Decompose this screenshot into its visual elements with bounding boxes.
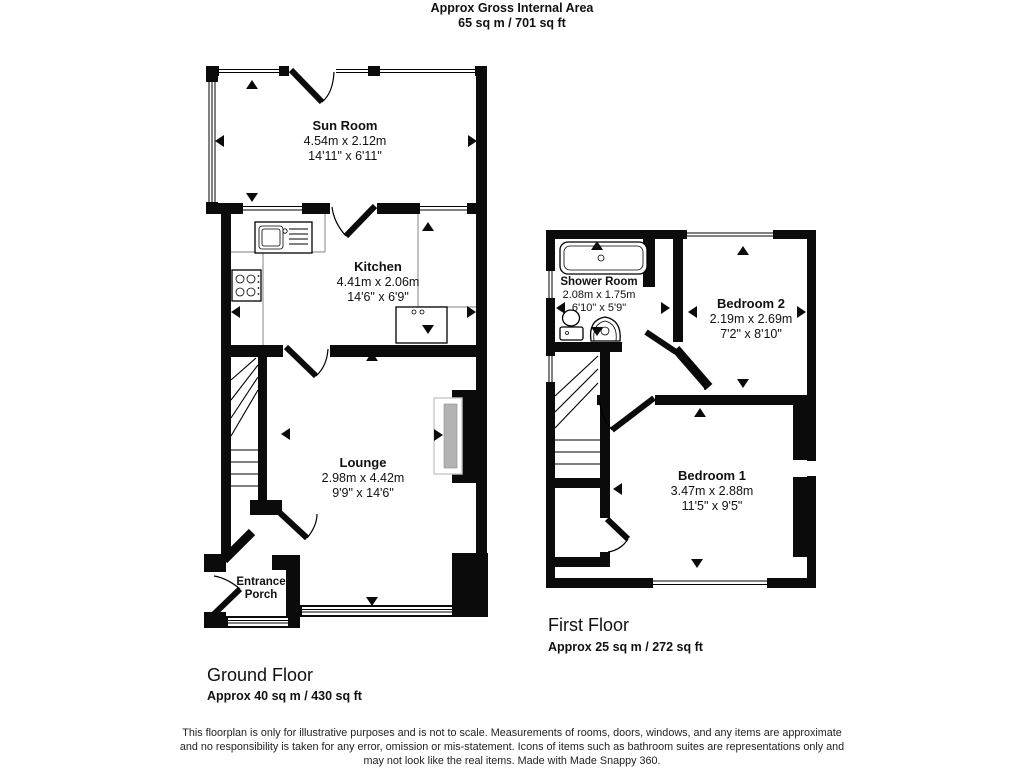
sink-icon xyxy=(255,222,312,253)
ground-floor-label: Ground Floor xyxy=(207,665,314,685)
arrow-left-icon xyxy=(281,428,290,440)
sun-room-imperial: 14'11" x 6'11" xyxy=(308,149,382,163)
arrow-down-icon xyxy=(246,193,258,202)
arrow-down-icon xyxy=(691,559,703,568)
shower-room-imperial: 6'10" x 5'9" xyxy=(571,302,627,314)
window-icon xyxy=(420,203,467,214)
sun-room-name: Sun Room xyxy=(312,118,378,133)
window-icon xyxy=(380,66,475,76)
arrow-up-icon xyxy=(246,80,258,89)
bathtub-icon xyxy=(560,242,647,274)
door-icon xyxy=(607,519,628,552)
window-icon xyxy=(243,203,302,214)
arrow-down-icon xyxy=(366,597,378,606)
chimney-recess xyxy=(797,461,816,476)
first-floor-label: First Floor xyxy=(548,615,629,635)
ground-floor-plan xyxy=(204,66,488,703)
kitchen-metric: 4.41m x 2.06m xyxy=(336,275,420,289)
bedroom-2-metric: 2.19m x 2.69m xyxy=(709,312,793,326)
window-icon xyxy=(228,618,288,626)
window-icon xyxy=(219,66,279,76)
disclaimer xyxy=(180,727,844,767)
arrow-up-icon xyxy=(694,408,706,417)
disclaimer-line2: and no responsibility is taken for any error, omission or mis-statement. Icons of items such as bathroom suites are representations only and xyxy=(179,741,845,753)
lounge-imperial: 9'9" x 14'6" xyxy=(332,486,394,500)
window-icon xyxy=(302,607,452,615)
bedroom-1-imperial: 11'5" x 9'5" xyxy=(681,499,743,513)
window-icon xyxy=(546,271,555,298)
bedroom-2-imperial: 7'2" x 8'10" xyxy=(720,327,782,341)
disclaimer-line3: may not look like the real items. Made with Made Snappy 360. xyxy=(363,755,661,767)
arrow-left-icon xyxy=(556,302,565,314)
hob-icon xyxy=(232,270,261,301)
first-floor-area: Approx 25 sq m / 272 sq ft xyxy=(548,640,703,654)
arrow-up-icon xyxy=(422,222,434,231)
window-icon xyxy=(687,230,773,239)
arrow-left-icon xyxy=(688,306,697,318)
first-floor-caption xyxy=(548,615,704,654)
toilet-icon xyxy=(560,310,583,340)
window-icon xyxy=(653,578,767,588)
arrow-left-icon xyxy=(231,306,240,318)
staircase-first xyxy=(555,356,600,464)
shower-room-metric: 2.08m x 1.75m xyxy=(562,289,636,301)
bedroom-2-name: Bedroom 2 xyxy=(717,296,785,311)
window-icon xyxy=(336,66,368,76)
arrow-right-icon xyxy=(468,135,477,147)
header-area: 65 sq m / 701 sq ft xyxy=(458,16,566,30)
chimney-breast-bed1-upper xyxy=(793,397,807,460)
disclaimer-line1: This floorplan is only for illustrative purposes and is not to scale. Measurements of rooms, doors, windows, and any items are approximate xyxy=(182,727,842,739)
shower-room-name: Shower Room xyxy=(560,276,638,288)
staircase-ground xyxy=(231,358,258,486)
arrow-left-icon xyxy=(613,483,622,495)
arrow-up-icon xyxy=(737,246,749,255)
window-icon xyxy=(206,82,218,202)
door-icon xyxy=(279,512,317,538)
arrow-right-icon xyxy=(661,302,670,314)
arrow-right-icon xyxy=(797,306,806,318)
ground-floor-caption xyxy=(207,665,363,703)
header xyxy=(431,1,595,30)
kitchen-imperial: 14'6" x 6'9" xyxy=(347,290,409,304)
lounge-metric: 2.98m x 4.42m xyxy=(321,471,405,485)
porch-name-line2: Porch xyxy=(244,589,278,601)
ground-floor-area: Approx 40 sq m / 430 sq ft xyxy=(207,689,362,703)
header-title: Approx Gross Internal Area xyxy=(430,1,594,15)
bedroom-1-metric: 3.47m x 2.88m xyxy=(670,484,754,498)
lounge-name: Lounge xyxy=(339,455,387,470)
arrow-right-icon xyxy=(467,306,476,318)
window-icon xyxy=(546,356,555,382)
porch-name-line1: Entrance xyxy=(236,576,286,588)
kitchen-name: Kitchen xyxy=(354,259,402,274)
bedroom-1-name: Bedroom 1 xyxy=(678,468,746,483)
appliance-icon xyxy=(396,307,447,343)
first-floor-plan xyxy=(546,230,816,654)
arrow-down-icon xyxy=(737,379,749,388)
sun-room-metric: 4.54m x 2.12m xyxy=(303,134,387,148)
